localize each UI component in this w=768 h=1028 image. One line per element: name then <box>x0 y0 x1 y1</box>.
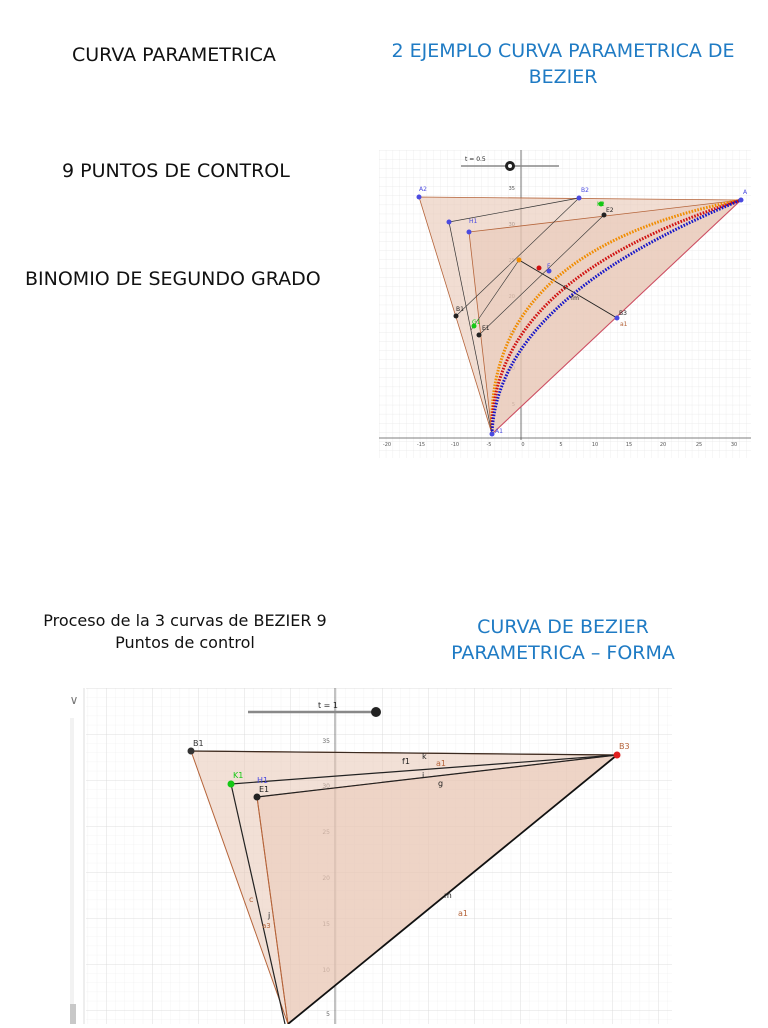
g1-ytick: 35 <box>508 186 515 192</box>
g1-segment-label: l <box>564 285 566 292</box>
g1-point-label: E1 <box>482 325 490 332</box>
collapse-icon[interactable]: ∨ <box>69 693 79 707</box>
g1-point[interactable] <box>477 333 482 338</box>
graph1-svg <box>379 150 751 458</box>
binomial-label: BINOMIO DE SEGUNDO GRADO <box>25 268 321 290</box>
g1-point-label: E2 <box>606 207 614 214</box>
g1-xtick: -5 <box>486 442 492 448</box>
g1-xtick: 15 <box>625 442 633 448</box>
g1-point-label: A1 <box>495 428 503 435</box>
g2-segment-label: g <box>438 779 444 788</box>
g1-xtick: -10 <box>450 442 460 448</box>
g2-slider-handle[interactable] <box>371 707 381 717</box>
g2-point[interactable] <box>614 752 621 759</box>
process-title: Proceso de la 3 curvas de BEZIER 9 Puntos de control <box>43 611 327 652</box>
g2-segment-label: k <box>422 752 427 761</box>
g1-xtick: 10 <box>591 442 599 448</box>
g2-point[interactable] <box>254 794 261 801</box>
g1-point-label: B2 <box>581 187 589 194</box>
g1-point-label: A2 <box>419 186 427 193</box>
g1-point-label: H1 <box>469 218 478 225</box>
g1-slider-handle-center <box>508 164 512 168</box>
g1-point-label: A <box>743 189 748 196</box>
graph2-scrollbar-thumb[interactable] <box>70 1004 76 1024</box>
g1-xtick: 30 <box>730 442 738 448</box>
g2-segment-label: a3 <box>262 922 271 930</box>
g1-xtick: 20 <box>659 442 667 448</box>
g1-point[interactable] <box>577 196 582 201</box>
g1-xtick: -15 <box>416 442 426 448</box>
g2-ytick: 35 <box>322 738 330 745</box>
g2-segment-label: m <box>444 891 452 900</box>
g1-point-label: B3 <box>619 310 627 317</box>
g2-point[interactable] <box>228 781 235 788</box>
g2-segment-label: c <box>249 895 254 904</box>
left-title: CURVA PARAMETRICA <box>72 44 276 66</box>
g1-point[interactable] <box>537 266 542 271</box>
control-points-label: 9 PUNTOS DE CONTROL <box>62 160 290 182</box>
g1-point[interactable] <box>447 220 452 225</box>
g2-ytick: 5 <box>326 1011 330 1018</box>
g1-point-label: F <box>547 263 551 270</box>
bezier-title: CURVA DE BEZIER PARAMETRICA – FORMA <box>451 616 675 664</box>
g2-point-label: E1 <box>259 785 270 794</box>
g1-segment-label: a1 <box>620 321 628 328</box>
g2-point-label: H1 <box>257 776 269 785</box>
graph2-scrollbar-track[interactable] <box>70 718 74 1018</box>
g1-xtick: 25 <box>695 442 703 448</box>
g1-point-label: G1 <box>472 319 481 326</box>
right-title: 2 EJEMPLO CURVA PARAMETRICA DE BEZIER <box>391 40 735 88</box>
g2-segment-label: i <box>422 771 425 780</box>
g2-segment-label: j <box>268 911 271 920</box>
bezier-graph-1 <box>379 150 751 458</box>
g2-point-label: K1 <box>233 771 244 780</box>
g1-point[interactable] <box>467 230 472 235</box>
g1-xtick: -20 <box>382 442 392 448</box>
g2-segment-label: a1 <box>458 909 468 918</box>
bezier-graph-2 <box>60 688 672 1024</box>
g1-point[interactable] <box>417 195 422 200</box>
g1-segment-label: fm <box>571 295 579 302</box>
g1-point-label: K2 <box>597 201 605 208</box>
g2-segment-label: a1 <box>436 759 446 768</box>
g1-point[interactable] <box>454 314 459 319</box>
g1-slider-label: t = 0.5 <box>465 156 486 163</box>
g1-point[interactable] <box>739 198 744 203</box>
g1-point-label: B1 <box>456 306 464 313</box>
g2-point[interactable] <box>188 748 195 755</box>
g2-segment-label: f1 <box>402 757 410 766</box>
graph2-svg <box>60 688 672 1024</box>
g1-xtick: 0 <box>521 442 525 448</box>
g2-point-label: B1 <box>193 739 204 748</box>
g2-point-label: B3 <box>619 742 630 751</box>
g1-point[interactable] <box>490 432 495 437</box>
g2-slider-label: t = 1 <box>318 701 339 710</box>
g1-point[interactable] <box>517 258 522 263</box>
g1-xtick: 5 <box>559 442 563 448</box>
